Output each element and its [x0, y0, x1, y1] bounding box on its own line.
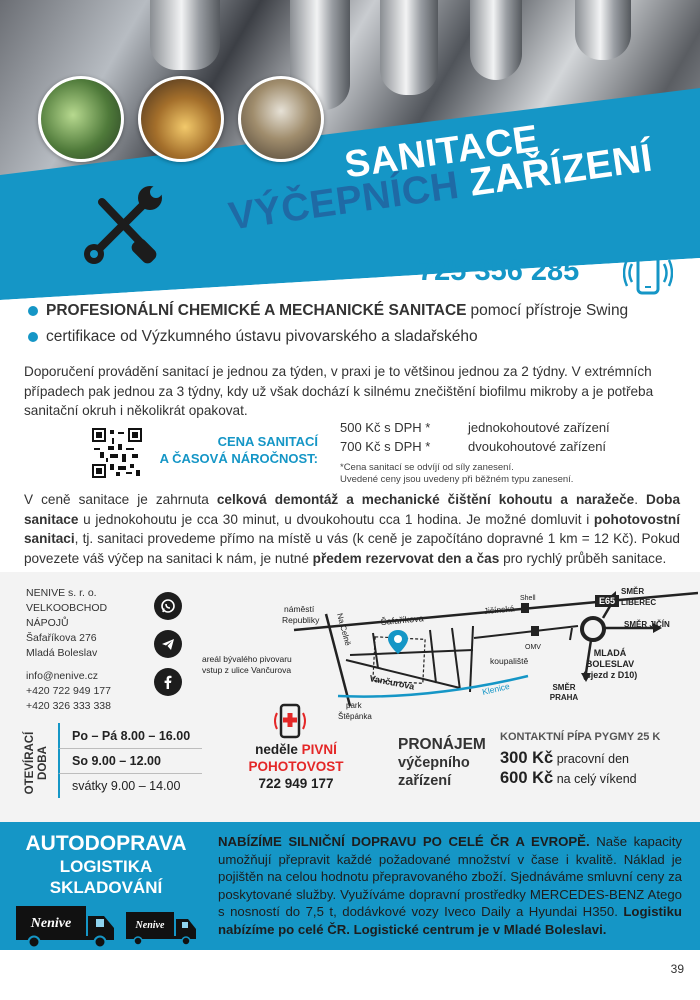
text-run: Naše kapacity umožňují přepravit každé požadované množství v čase i kvalitě. Náklad je pojištěn na celou hodnotu přepravovaného zboží. Sjednáváme smluvní ceny za poskytované služby. Využíváme dopravní prostředky MERCEDES-BENZ Atego s nosností do 7,5 t, dodávkové vozy Iveco Daily a Hyundai H350.: [218, 834, 682, 920]
transport-title: [16, 832, 196, 898]
text-run-bold: celková demontáž a mechanické čištění kohoutu a naražeče: [216, 492, 635, 507]
pricing-label-line: A ČASOVÁ NÁROČNOST:: [159, 451, 318, 466]
map-label: park: [346, 701, 362, 710]
contact-block: [26, 586, 111, 714]
title-word-b: ZAŘÍZENÍ: [467, 136, 656, 205]
text-run: , tj. sanitaci provedeme přímo na místě u vás (k ceně je započítáno dopravné 1 km = 12 Kč). Pokud povezete váš výčep na sanitaci k nám, je nutné: [24, 531, 680, 566]
map-label: Jičínská: [483, 603, 515, 616]
phone-link[interactable]: +420 326 333 338: [26, 700, 111, 712]
price-note: *Cena sanitací se odvíjí od síly zanesení.: [340, 462, 514, 473]
location-map: [198, 578, 698, 723]
price-notes: [340, 462, 670, 486]
map-label: BOLESLAV: [585, 659, 635, 669]
feature-item: [28, 302, 678, 320]
map-label: OMV: [525, 644, 541, 651]
email-link[interactable]: info@nenive.cz: [26, 670, 98, 682]
pygmy-row: [500, 749, 660, 769]
truck-label: Nenive: [135, 920, 165, 931]
hero: [0, 0, 700, 300]
opening-hours-label: [14, 726, 60, 800]
pygmy-text: na celý víkend: [556, 772, 637, 786]
pygmy-price: 300 Kč: [500, 749, 554, 767]
map-label: Na Celně: [335, 612, 353, 647]
photo-circle-2: [138, 76, 224, 162]
map-label: SMĚR: [552, 683, 576, 692]
text-run: V ceně sanitace je zahrnuta: [24, 492, 217, 507]
feature-item: [28, 328, 678, 346]
service-paragraph: [24, 490, 680, 568]
pygmy-title: KONTAKTNÍ PÍPA PYGMY 25 K: [500, 731, 661, 743]
price-row: [340, 418, 670, 437]
hours-row: So 9.00 – 12.00: [58, 748, 202, 773]
map-label: Vančurova: [368, 673, 416, 692]
price-desc: dvoukohoutové zařízení: [468, 439, 607, 454]
pygmy-pricing: [500, 731, 660, 789]
fuel-icon: [531, 626, 539, 636]
map-label: PRAHA: [549, 693, 579, 702]
truck-icon: [126, 910, 198, 946]
map-label: SMĚR: [621, 587, 645, 596]
map-label: SMĚR JIČÍN: [624, 620, 670, 629]
feature-text: certifikace od Výzkumného ústavu pivovarského a sladařského: [46, 328, 478, 345]
price-row: [340, 437, 670, 456]
emergency-phone-icon: [270, 703, 310, 739]
map-label: vstup z ulice Vančurova: [202, 665, 292, 675]
rental-block: [398, 736, 486, 790]
map-label: Šafaříkova: [380, 613, 425, 627]
page-number: 39: [670, 962, 684, 976]
emergency-block: [226, 741, 366, 792]
map-label: koupaliště: [490, 656, 529, 666]
hours-label-line: DOBA: [37, 746, 49, 780]
map-label: LIBEREC: [621, 598, 657, 607]
emergency-phone[interactable]: 722 949 177: [258, 776, 334, 791]
pricing-label-line: CENA SANITACÍ: [217, 434, 318, 449]
price-amount: 500 Kč s DPH *: [340, 420, 431, 435]
map-label: MLADÁ: [593, 648, 627, 658]
phone-number[interactable]: 725 356 285: [418, 255, 580, 287]
price-desc: jednokohoutové zařízení: [468, 420, 610, 435]
bullet-dot: [28, 332, 38, 342]
emergency-text: POHOTOVOST: [248, 759, 344, 774]
hours-label-line: OTEVÍRACÍ: [24, 731, 36, 795]
company-name: NENIVE s. r. o.: [26, 587, 97, 599]
text-run-bold: NABÍZÍME SILNIČNÍ DOPRAVU PO CELÉ ČR A EVROPĚ.: [218, 834, 590, 849]
mobile-phone-icon: [623, 250, 673, 296]
transport-text: [218, 833, 682, 939]
title-line-1: SANITACE: [342, 117, 542, 187]
opening-hours: [58, 723, 202, 798]
feature-text: pomocí přístroje Swing: [470, 302, 629, 319]
rental-title: PRONÁJEM: [398, 736, 486, 753]
map-label: areál bývalého pivovaru: [202, 654, 292, 664]
photo-circle-3: [238, 76, 324, 162]
price-amount: 700 Kč s DPH *: [340, 439, 431, 454]
price-list: [340, 418, 670, 486]
feature-list: [28, 302, 678, 354]
transport-title-line: AUTODOPRAVA: [25, 832, 187, 855]
photo-circle-1: [38, 76, 124, 162]
price-note: Uvedené ceny jsou uvedeny při běžném typu zanesení.: [340, 474, 574, 485]
pygmy-row: [500, 769, 660, 789]
feature-bold: PROFESIONÁLNÍ CHEMICKÉ A MECHANICKÉ SANITACE: [46, 302, 467, 319]
map-label: Shell: [520, 595, 536, 602]
qr-code: [92, 428, 142, 478]
text-run-bold: Logistiku nabízíme po celé ČR. Logistické centrum je v Mladé Boleslavi.: [218, 904, 682, 937]
text-run-bold: pohotovostní sanitaci: [24, 511, 680, 546]
pricing-label: [158, 433, 318, 467]
truck-label: Nenive: [30, 916, 72, 931]
telegram-icon[interactable]: [154, 630, 182, 658]
map-label: Štěpánka: [338, 712, 372, 721]
title-word-a: VÝČEPNÍCH: [226, 163, 462, 239]
rental-text: zařízení: [398, 773, 452, 789]
truck-icon: [16, 904, 116, 948]
contact-line: VELKOOBCHOD: [26, 602, 108, 614]
pygmy-price: 600 Kč: [500, 769, 554, 787]
map-label: náměstí: [284, 604, 315, 614]
contact-line: Šafaříkova 276: [26, 632, 97, 644]
pygmy-text: pracovní den: [556, 752, 629, 766]
map-label: (sjezd z D10): [582, 670, 638, 680]
contact-line: Mladá Boleslav: [26, 647, 98, 659]
text-run-bold: předem rezervovat den a čas: [312, 550, 500, 566]
text-run: u jednokohoutu je cca 30 minut, u dvoukohoutu cca 1 hodina. Je možné domluvit i: [78, 511, 594, 527]
map-label: Klenice: [481, 680, 511, 697]
bullet-dot: [28, 306, 38, 316]
hours-row: Po – Pá 8.00 – 16.00: [58, 723, 202, 748]
map-label-e65: E65: [598, 596, 616, 606]
emergency-text: PIVNÍ: [301, 742, 337, 757]
recommendation-paragraph: Doporučení provádění sanitací je jednou za týden, v praxi je to většinou jednou za 2 týdny. V extrémních případech pak jednou za 3 týdny, kdy už však dochází k silnému znečištění biofilmu mikroby a je potřeba sanitační okruh i několikrát opakovat.: [24, 364, 654, 418]
map-label: Republiky: [282, 615, 320, 625]
transport-title-line: LOGISTIKA: [59, 857, 153, 876]
transport-title-line: SKLADOVÁNÍ: [49, 878, 163, 897]
wrench-screwdriver-icon: [78, 180, 168, 270]
rental-text: výčepního: [398, 755, 470, 771]
hours-row: svátky 9.00 – 14.00: [58, 773, 202, 798]
emergency-text: neděle: [255, 742, 298, 757]
text-run-bold: Doba sanitace: [24, 492, 680, 527]
text-run: .: [634, 492, 647, 507]
contact-line: NÁPOJŮ: [26, 617, 69, 629]
facebook-icon[interactable]: [154, 668, 182, 696]
fuel-icon: [521, 603, 529, 613]
text-run: pro rychlý průběh sanitace.: [499, 550, 667, 566]
phone-link[interactable]: +420 722 949 177: [26, 685, 111, 697]
whatsapp-icon[interactable]: [154, 592, 182, 620]
